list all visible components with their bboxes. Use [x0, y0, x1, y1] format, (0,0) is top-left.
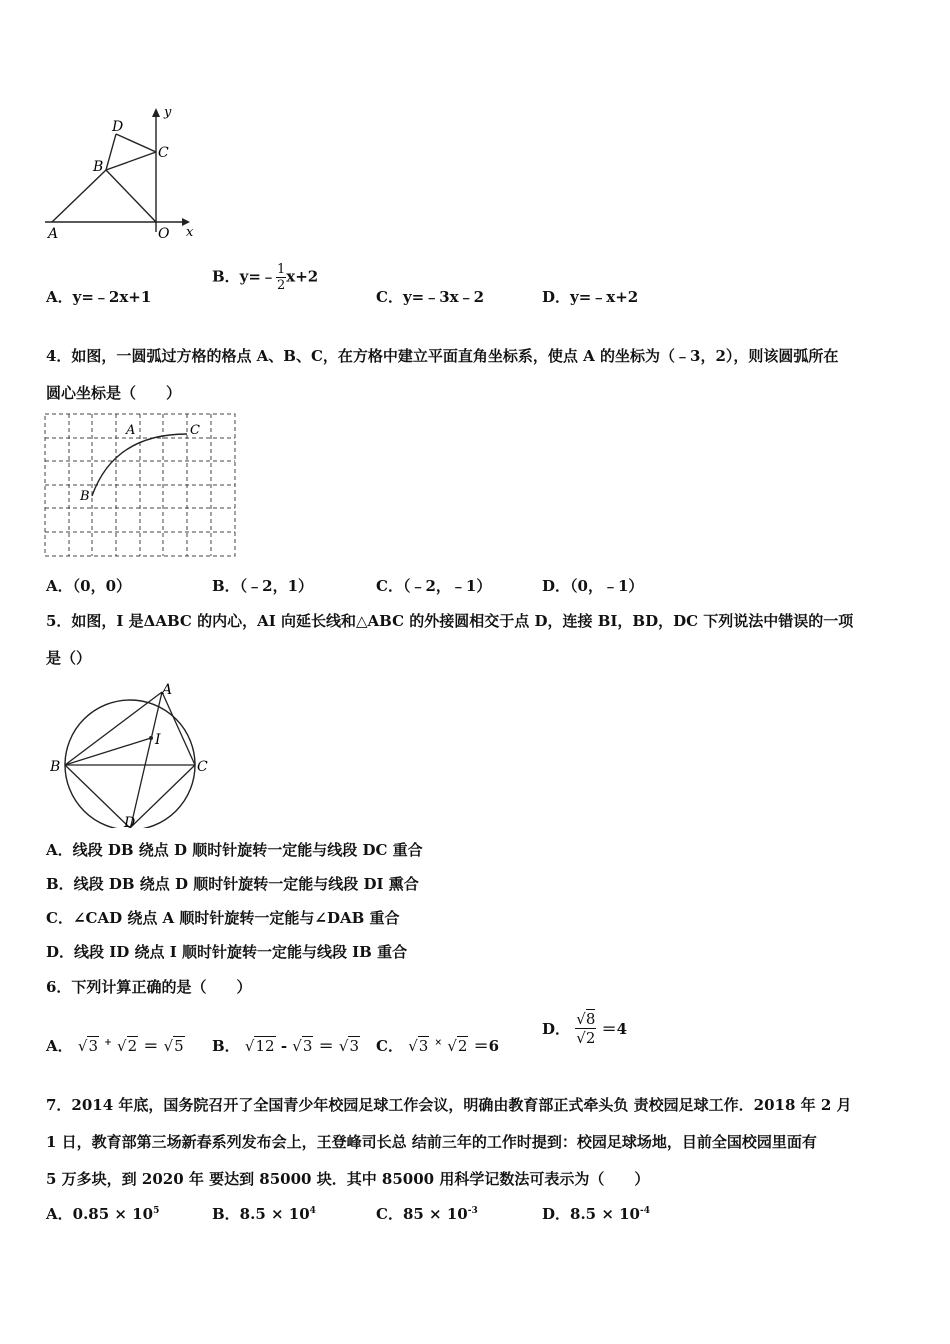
fraction-one-half	[276, 262, 286, 293]
q3-option-b-prefix: B．y=﹣	[212, 267, 276, 286]
figure-circle-incenter	[50, 680, 210, 828]
sqrt-3: √3	[77, 1037, 98, 1055]
q3-option-b-suffix: x+2	[286, 267, 319, 286]
q7-stem-line3: 5 万多块，到 2020 年 要达到 85000 块．其中 85000 用科学记数法可表示为（ ）	[46, 1170, 650, 1188]
q6-option-c	[376, 1035, 499, 1056]
fraction-numerator: 1	[276, 262, 286, 277]
plus-sign: +	[104, 1038, 112, 1048]
q6-option-c-label: C．	[376, 1037, 403, 1055]
label-y: y	[164, 105, 172, 120]
q5-option-c: C．∠CAD 绕点 A 顺时针旋转一定能与∠DAB 重合	[46, 909, 400, 927]
segment-BC	[106, 152, 156, 170]
q7-option-d-exponent: -4	[640, 1206, 650, 1216]
radicand: 2	[457, 1037, 468, 1055]
q6-option-b	[212, 1035, 360, 1056]
point-I	[149, 736, 153, 740]
label-O: O	[158, 226, 170, 242]
q6-option-d	[542, 1010, 627, 1047]
q7-stem-line1: 7．2014 年底，国务院召开了全国青少年校园足球工作会议，明确由教育部正式牵头负 责校园足球工作．2018 年 2 月	[46, 1096, 852, 1114]
segment-BD	[65, 765, 130, 828]
label-x: x	[186, 225, 194, 240]
radicand: 3	[349, 1037, 359, 1055]
q4-option-b: B．（﹣2，1）	[212, 577, 314, 595]
q6-option-d-label: D．	[542, 1020, 571, 1038]
figure-grid-arc	[44, 412, 240, 560]
q6-option-b-label: B．	[212, 1037, 240, 1055]
q3-option-a: A．y=﹣2x+1	[46, 288, 152, 306]
label-B: B	[80, 489, 90, 504]
segment-BD	[106, 134, 116, 170]
sqrt-3: √3	[408, 1037, 429, 1055]
segment-BO	[106, 170, 156, 222]
sqrt-5: √5	[163, 1037, 184, 1055]
sqrt-3-result: √3	[338, 1037, 359, 1055]
label-B: B	[50, 759, 61, 775]
q4-stem-line2: 圆心坐标是（ ）	[46, 384, 182, 402]
radicand: 3	[418, 1037, 429, 1055]
q6-option-a	[46, 1035, 185, 1056]
label-A: A	[126, 423, 136, 438]
q7-option-d	[542, 1203, 650, 1224]
label-C: C	[197, 759, 208, 775]
q4-option-c: C．（﹣2，﹣1）	[376, 577, 492, 595]
radicand: 12	[255, 1037, 275, 1055]
q3-option-d: D．y=﹣x+2	[542, 288, 639, 306]
q6-option-a-label: A．	[46, 1037, 73, 1055]
q5-option-d: D．线段 ID 绕点 I 顺时针旋转一定能与线段 IB 重合	[46, 943, 408, 961]
minus-sign: -	[280, 1037, 288, 1055]
equals-sign: ＝	[143, 1037, 159, 1055]
q7-option-b-base: B．8.5 × 10	[212, 1205, 310, 1223]
q3-option-c: C．y=﹣3x﹣2	[376, 288, 485, 306]
label-D: D	[124, 815, 136, 828]
radicand: 2	[127, 1037, 138, 1055]
fraction-denominator: 2	[276, 278, 286, 293]
q6-option-c-result: ＝6	[473, 1037, 500, 1055]
segment-AB	[52, 170, 106, 222]
q5-option-b: B．线段 DB 绕点 D 顺时针旋转一定能与线段 DI 熏合	[46, 875, 419, 893]
q6-stem: 6．下列计算正确的是（ ）	[46, 978, 252, 996]
fraction-numerator: √8	[576, 1010, 596, 1028]
label-B: B	[93, 159, 104, 175]
figure-coordinate-triangle	[40, 100, 200, 245]
sqrt-2: √2	[117, 1037, 138, 1055]
radicand: 3	[88, 1037, 98, 1055]
sqrt-3: √3	[292, 1037, 313, 1055]
q5-stem-line2: 是（）	[46, 649, 92, 667]
q7-option-c	[376, 1203, 478, 1224]
q6-option-d-result: ＝4	[601, 1020, 628, 1038]
y-axis-arrow	[152, 108, 160, 117]
fraction-sqrt8-over-sqrt2	[575, 1010, 596, 1047]
radicand: 5	[174, 1037, 184, 1055]
q7-option-c-base: C．85 × 10	[376, 1205, 468, 1223]
label-A: A	[162, 682, 173, 698]
q7-option-b	[212, 1203, 316, 1224]
q7-option-d-base: D．8.5 × 10	[542, 1205, 640, 1223]
times-sign: ×	[434, 1038, 443, 1048]
q5-option-a: A．线段 DB 绕点 D 顺时针旋转一定能与线段 DC 重合	[46, 841, 423, 859]
segment-DC	[116, 134, 156, 152]
segment-DC	[130, 765, 195, 828]
segment-AC	[162, 692, 195, 765]
q7-option-c-exponent: -3	[467, 1206, 478, 1216]
radicand: 8	[585, 1010, 596, 1028]
q7-option-a-exponent: 5	[153, 1206, 160, 1216]
q3-option-b	[212, 262, 318, 293]
label-D: D	[112, 119, 124, 135]
radicand: 2	[585, 1029, 596, 1047]
label-I: I	[155, 732, 161, 748]
q4-option-d: D．（0，﹣1）	[542, 577, 644, 595]
circumcircle	[65, 700, 195, 828]
q4-option-a: A．（0，0）	[46, 577, 132, 595]
q7-option-a-base: A．0.85 × 10	[46, 1205, 154, 1223]
q7-option-a	[46, 1203, 159, 1224]
fraction-denominator: √2	[576, 1029, 596, 1047]
label-A: A	[48, 226, 59, 242]
equals-sign: ＝	[318, 1037, 334, 1055]
q5-stem-line1: 5．如图，I 是ΔABC 的内心，AI 向延长线和△ABC 的外接圆相交于点 D，连接 BI，BD，DC 下列说法中错误的一项	[46, 612, 854, 630]
segment-BI	[65, 738, 151, 765]
q7-option-b-exponent: 4	[309, 1206, 316, 1216]
q7-stem-line2: 1 日，教育部第三场新春系列发布会上，王登峰司长总 结前三年的工作时提到：校园足球场地，目前全国校园里面有	[46, 1133, 817, 1151]
sqrt-12: √12	[244, 1037, 275, 1055]
sqrt-2: √2	[447, 1037, 468, 1055]
q4-stem-line1: 4．如图，一圆弧过方格的格点 A、B、C，在方格中建立平面直角坐标系，使点 A 的坐标为（﹣3，2），则该圆弧所在	[46, 347, 839, 365]
label-C: C	[158, 145, 169, 161]
radicand: 3	[302, 1037, 313, 1055]
label-C: C	[190, 423, 200, 438]
